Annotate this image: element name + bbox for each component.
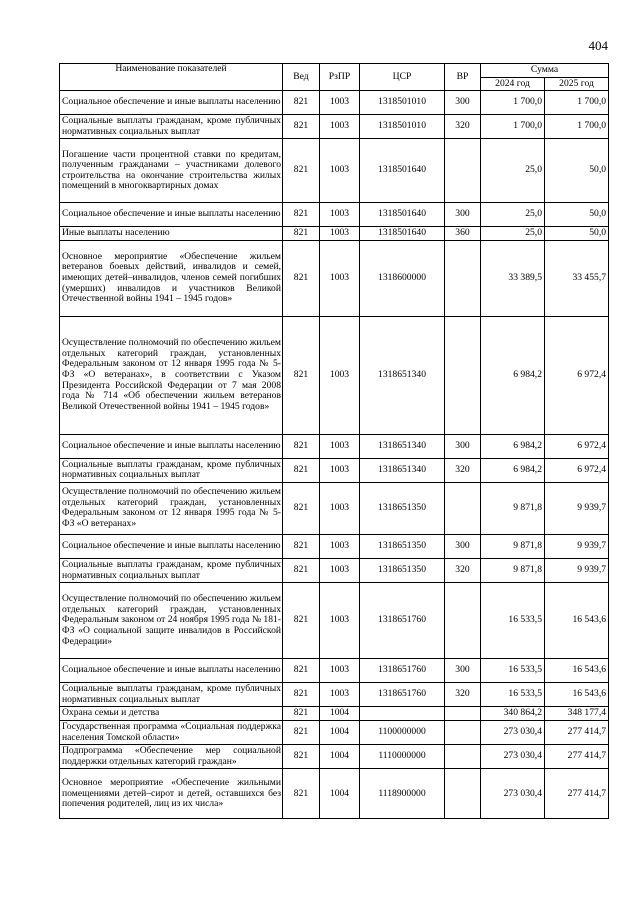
row-sum-2024: 16 533,5 xyxy=(481,583,545,659)
row-sum-2024: 9 871,8 xyxy=(481,482,545,534)
row-name: Социальное обеспечение и иные выплаты населению xyxy=(60,659,283,683)
row-vr: 320 xyxy=(445,683,481,707)
row-sum-2025: 33 455,7 xyxy=(545,240,609,316)
row-sum-2025: 50,0 xyxy=(545,203,609,227)
row-sum-2025: 348 177,4 xyxy=(545,707,609,721)
row-csr: 1318600000 xyxy=(360,240,445,316)
row-sum-2025: 50,0 xyxy=(545,227,609,241)
row-sum-2024: 6 984,2 xyxy=(481,316,545,434)
row-rzpr: 1003 xyxy=(320,683,360,707)
table-row xyxy=(60,583,609,659)
row-vr: 300 xyxy=(445,91,481,115)
row-vr xyxy=(445,720,481,744)
row-rzpr: 1003 xyxy=(320,316,360,434)
table-row xyxy=(60,316,609,434)
row-vr xyxy=(445,583,481,659)
row-csr: 1318651340 xyxy=(360,316,445,434)
row-csr: 1318501010 xyxy=(360,115,445,139)
row-name: Осуществление полномочий по обеспечению жильем отдельных категорий граждан, установленных Федеральным законом от 12 января 1995 года № 5-ФЗ «О ветеранах», в соответствии с Указом Президента Российской Федерации от 7 мая 2008 года № 714 «Об обеспечении жильем ветеранов Великой Отечественной войны 1941 – 1945 годов» xyxy=(60,316,283,434)
row-name: Социальное обеспечение и иные выплаты населению xyxy=(60,534,283,558)
table-row xyxy=(60,482,609,534)
table-row xyxy=(60,434,609,458)
table-row xyxy=(60,240,609,316)
header-vr: ВР xyxy=(445,64,481,91)
table-row xyxy=(60,683,609,707)
row-rzpr: 1003 xyxy=(320,203,360,227)
header-ved: Вед xyxy=(283,64,320,91)
row-sum-2025: 277 414,7 xyxy=(545,769,609,819)
header-year-2025: 2025 год xyxy=(545,78,609,91)
table-row xyxy=(60,558,609,582)
row-rzpr: 1003 xyxy=(320,482,360,534)
row-vr: 320 xyxy=(445,458,481,482)
row-csr: 1318651760 xyxy=(360,583,445,659)
row-name: Осуществление полномочий по обеспечению жильем отдельных категорий граждан, установленных Федеральным законом от 24 ноября 1995 года № 181-ФЗ «О социальной защите инвалидов в Российской Федерации» xyxy=(60,583,283,659)
row-csr: 1318501640 xyxy=(360,203,445,227)
row-name: Основное мероприятие «Обеспечение жильными помещениями детей–сирот и детей, оставшихся без попечения родителей, лиц из их числа» xyxy=(60,769,283,819)
row-rzpr: 1003 xyxy=(320,583,360,659)
header-rzpr: РзПР xyxy=(320,64,360,91)
row-ved: 821 xyxy=(283,745,320,769)
row-csr: 1110000000 xyxy=(360,745,445,769)
row-sum-2024: 16 533,5 xyxy=(481,659,545,683)
row-rzpr: 1003 xyxy=(320,458,360,482)
row-sum-2024: 16 533,5 xyxy=(481,683,545,707)
row-ved: 821 xyxy=(283,139,320,203)
table-row xyxy=(60,534,609,558)
row-ved: 821 xyxy=(283,240,320,316)
row-sum-2025: 1 700,0 xyxy=(545,91,609,115)
row-sum-2024: 6 984,2 xyxy=(481,434,545,458)
row-name: Государственная программа «Социальная поддержка населения Томской области» xyxy=(60,720,283,744)
table-row xyxy=(60,115,609,139)
row-vr xyxy=(445,139,481,203)
row-rzpr: 1003 xyxy=(320,558,360,582)
row-name: Социальное обеспечение и иные выплаты населению xyxy=(60,91,283,115)
row-sum-2025: 16 543,6 xyxy=(545,659,609,683)
row-sum-2025: 6 972,4 xyxy=(545,434,609,458)
header-year-2024: 2024 год xyxy=(481,78,545,91)
row-sum-2024: 9 871,8 xyxy=(481,558,545,582)
row-sum-2024: 1 700,0 xyxy=(481,115,545,139)
row-ved: 821 xyxy=(283,91,320,115)
table-row xyxy=(60,745,609,769)
row-vr: 320 xyxy=(445,558,481,582)
row-vr xyxy=(445,769,481,819)
row-vr xyxy=(445,316,481,434)
row-sum-2025: 6 972,4 xyxy=(545,458,609,482)
row-name: Иные выплаты населению xyxy=(60,227,283,241)
row-ved: 821 xyxy=(283,683,320,707)
row-csr: 1318651350 xyxy=(360,534,445,558)
table-row xyxy=(60,203,609,227)
budget-table xyxy=(59,63,609,819)
row-sum-2025: 50,0 xyxy=(545,139,609,203)
row-rzpr: 1004 xyxy=(320,720,360,744)
row-name: Осуществление полномочий по обеспечению жильем отдельных категорий граждан, установленных Федеральным законом от 12 января 1995 года № 5-ФЗ «О ветеранах» xyxy=(60,482,283,534)
row-sum-2025: 1 700,0 xyxy=(545,115,609,139)
row-ved: 821 xyxy=(283,482,320,534)
row-ved: 821 xyxy=(283,316,320,434)
row-ved: 821 xyxy=(283,434,320,458)
row-ved: 821 xyxy=(283,115,320,139)
row-sum-2025: 6 972,4 xyxy=(545,316,609,434)
row-rzpr: 1003 xyxy=(320,240,360,316)
page-number: 404 xyxy=(588,38,608,53)
row-csr: 1318651340 xyxy=(360,458,445,482)
row-rzpr: 1003 xyxy=(320,227,360,241)
row-name: Основное мероприятие «Обеспечение жильем ветеранов боевых действий, инвалидов и семей, имеющих детей–инвалидов, членов семей погибших (умерших) инвалидов и участников Великой Отечественной войны 1941 – 1945 годов» xyxy=(60,240,283,316)
row-vr xyxy=(445,745,481,769)
row-name: Подпрограмма «Обеспечение мер социальной поддержки отдельных категорий граждан» xyxy=(60,745,283,769)
row-name: Социальные выплаты гражданам, кроме публичных нормативных социальных выплат xyxy=(60,558,283,582)
row-rzpr: 1003 xyxy=(320,434,360,458)
row-sum-2024: 33 389,5 xyxy=(481,240,545,316)
row-vr: 360 xyxy=(445,227,481,241)
row-vr xyxy=(445,240,481,316)
row-sum-2025: 16 543,6 xyxy=(545,683,609,707)
row-sum-2025: 9 939,7 xyxy=(545,534,609,558)
row-ved: 821 xyxy=(283,458,320,482)
row-vr: 300 xyxy=(445,534,481,558)
table-row xyxy=(60,659,609,683)
row-ved: 821 xyxy=(283,769,320,819)
row-sum-2024: 273 030,4 xyxy=(481,745,545,769)
row-csr xyxy=(360,707,445,721)
row-sum-2024: 273 030,4 xyxy=(481,769,545,819)
row-csr: 1318651350 xyxy=(360,482,445,534)
row-sum-2024: 340 864,2 xyxy=(481,707,545,721)
table-row xyxy=(60,769,609,819)
row-ved: 821 xyxy=(283,558,320,582)
row-rzpr: 1004 xyxy=(320,745,360,769)
table-row xyxy=(60,458,609,482)
row-sum-2024: 25,0 xyxy=(481,203,545,227)
table-row xyxy=(60,139,609,203)
row-sum-2025: 277 414,7 xyxy=(545,745,609,769)
table-row xyxy=(60,720,609,744)
row-csr: 1318501010 xyxy=(360,91,445,115)
row-ved: 821 xyxy=(283,707,320,721)
row-ved: 821 xyxy=(283,720,320,744)
row-sum-2024: 6 984,2 xyxy=(481,458,545,482)
row-csr: 1318651350 xyxy=(360,558,445,582)
row-vr: 300 xyxy=(445,659,481,683)
row-sum-2025: 9 939,7 xyxy=(545,558,609,582)
row-csr: 1118900000 xyxy=(360,769,445,819)
row-sum-2024: 9 871,8 xyxy=(481,534,545,558)
table-row xyxy=(60,91,609,115)
row-rzpr: 1004 xyxy=(320,769,360,819)
row-sum-2024: 25,0 xyxy=(481,227,545,241)
table-row xyxy=(60,707,609,721)
row-name: Социальное обеспечение и иные выплаты населению xyxy=(60,203,283,227)
row-csr: 1318651340 xyxy=(360,434,445,458)
row-csr: 1100000000 xyxy=(360,720,445,744)
row-rzpr: 1003 xyxy=(320,91,360,115)
row-name: Социальные выплаты гражданам, кроме публичных нормативных социальных выплат xyxy=(60,683,283,707)
row-sum-2025: 9 939,7 xyxy=(545,482,609,534)
row-ved: 821 xyxy=(283,659,320,683)
row-name: Социальные выплаты гражданам, кроме публичных нормативных социальных выплат xyxy=(60,458,283,482)
table-body xyxy=(60,91,609,819)
row-name: Погашение части процентной ставки по кредитам, полученным гражданами – участниками долевого строительства на окончание строительства жилых помещений в многоквартирных домах xyxy=(60,139,283,203)
row-rzpr: 1003 xyxy=(320,534,360,558)
row-sum-2024: 1 700,0 xyxy=(481,91,545,115)
row-vr: 300 xyxy=(445,434,481,458)
table-row xyxy=(60,227,609,241)
row-csr: 1318651760 xyxy=(360,659,445,683)
header-csr: ЦСР xyxy=(360,64,445,91)
row-vr xyxy=(445,707,481,721)
row-csr: 1318651760 xyxy=(360,683,445,707)
row-ved: 821 xyxy=(283,227,320,241)
row-name: Охрана семьи и детства xyxy=(60,707,283,721)
row-ved: 821 xyxy=(283,203,320,227)
row-sum-2024: 273 030,4 xyxy=(481,720,545,744)
row-name: Социальные выплаты гражданам, кроме публичных нормативных социальных выплат xyxy=(60,115,283,139)
row-sum-2024: 25,0 xyxy=(481,139,545,203)
row-csr: 1318501640 xyxy=(360,227,445,241)
row-csr: 1318501640 xyxy=(360,139,445,203)
row-vr: 300 xyxy=(445,203,481,227)
row-rzpr: 1003 xyxy=(320,659,360,683)
row-sum-2025: 16 543,6 xyxy=(545,583,609,659)
row-rzpr: 1003 xyxy=(320,139,360,203)
row-sum-2025: 277 414,7 xyxy=(545,720,609,744)
row-rzpr: 1003 xyxy=(320,115,360,139)
header-sum: Сумма xyxy=(481,64,609,78)
header-name: Наименование показателей xyxy=(60,64,283,91)
row-ved: 821 xyxy=(283,534,320,558)
row-ved: 821 xyxy=(283,583,320,659)
row-vr xyxy=(445,482,481,534)
row-vr: 320 xyxy=(445,115,481,139)
row-name: Социальное обеспечение и иные выплаты населению xyxy=(60,434,283,458)
row-rzpr: 1004 xyxy=(320,707,360,721)
